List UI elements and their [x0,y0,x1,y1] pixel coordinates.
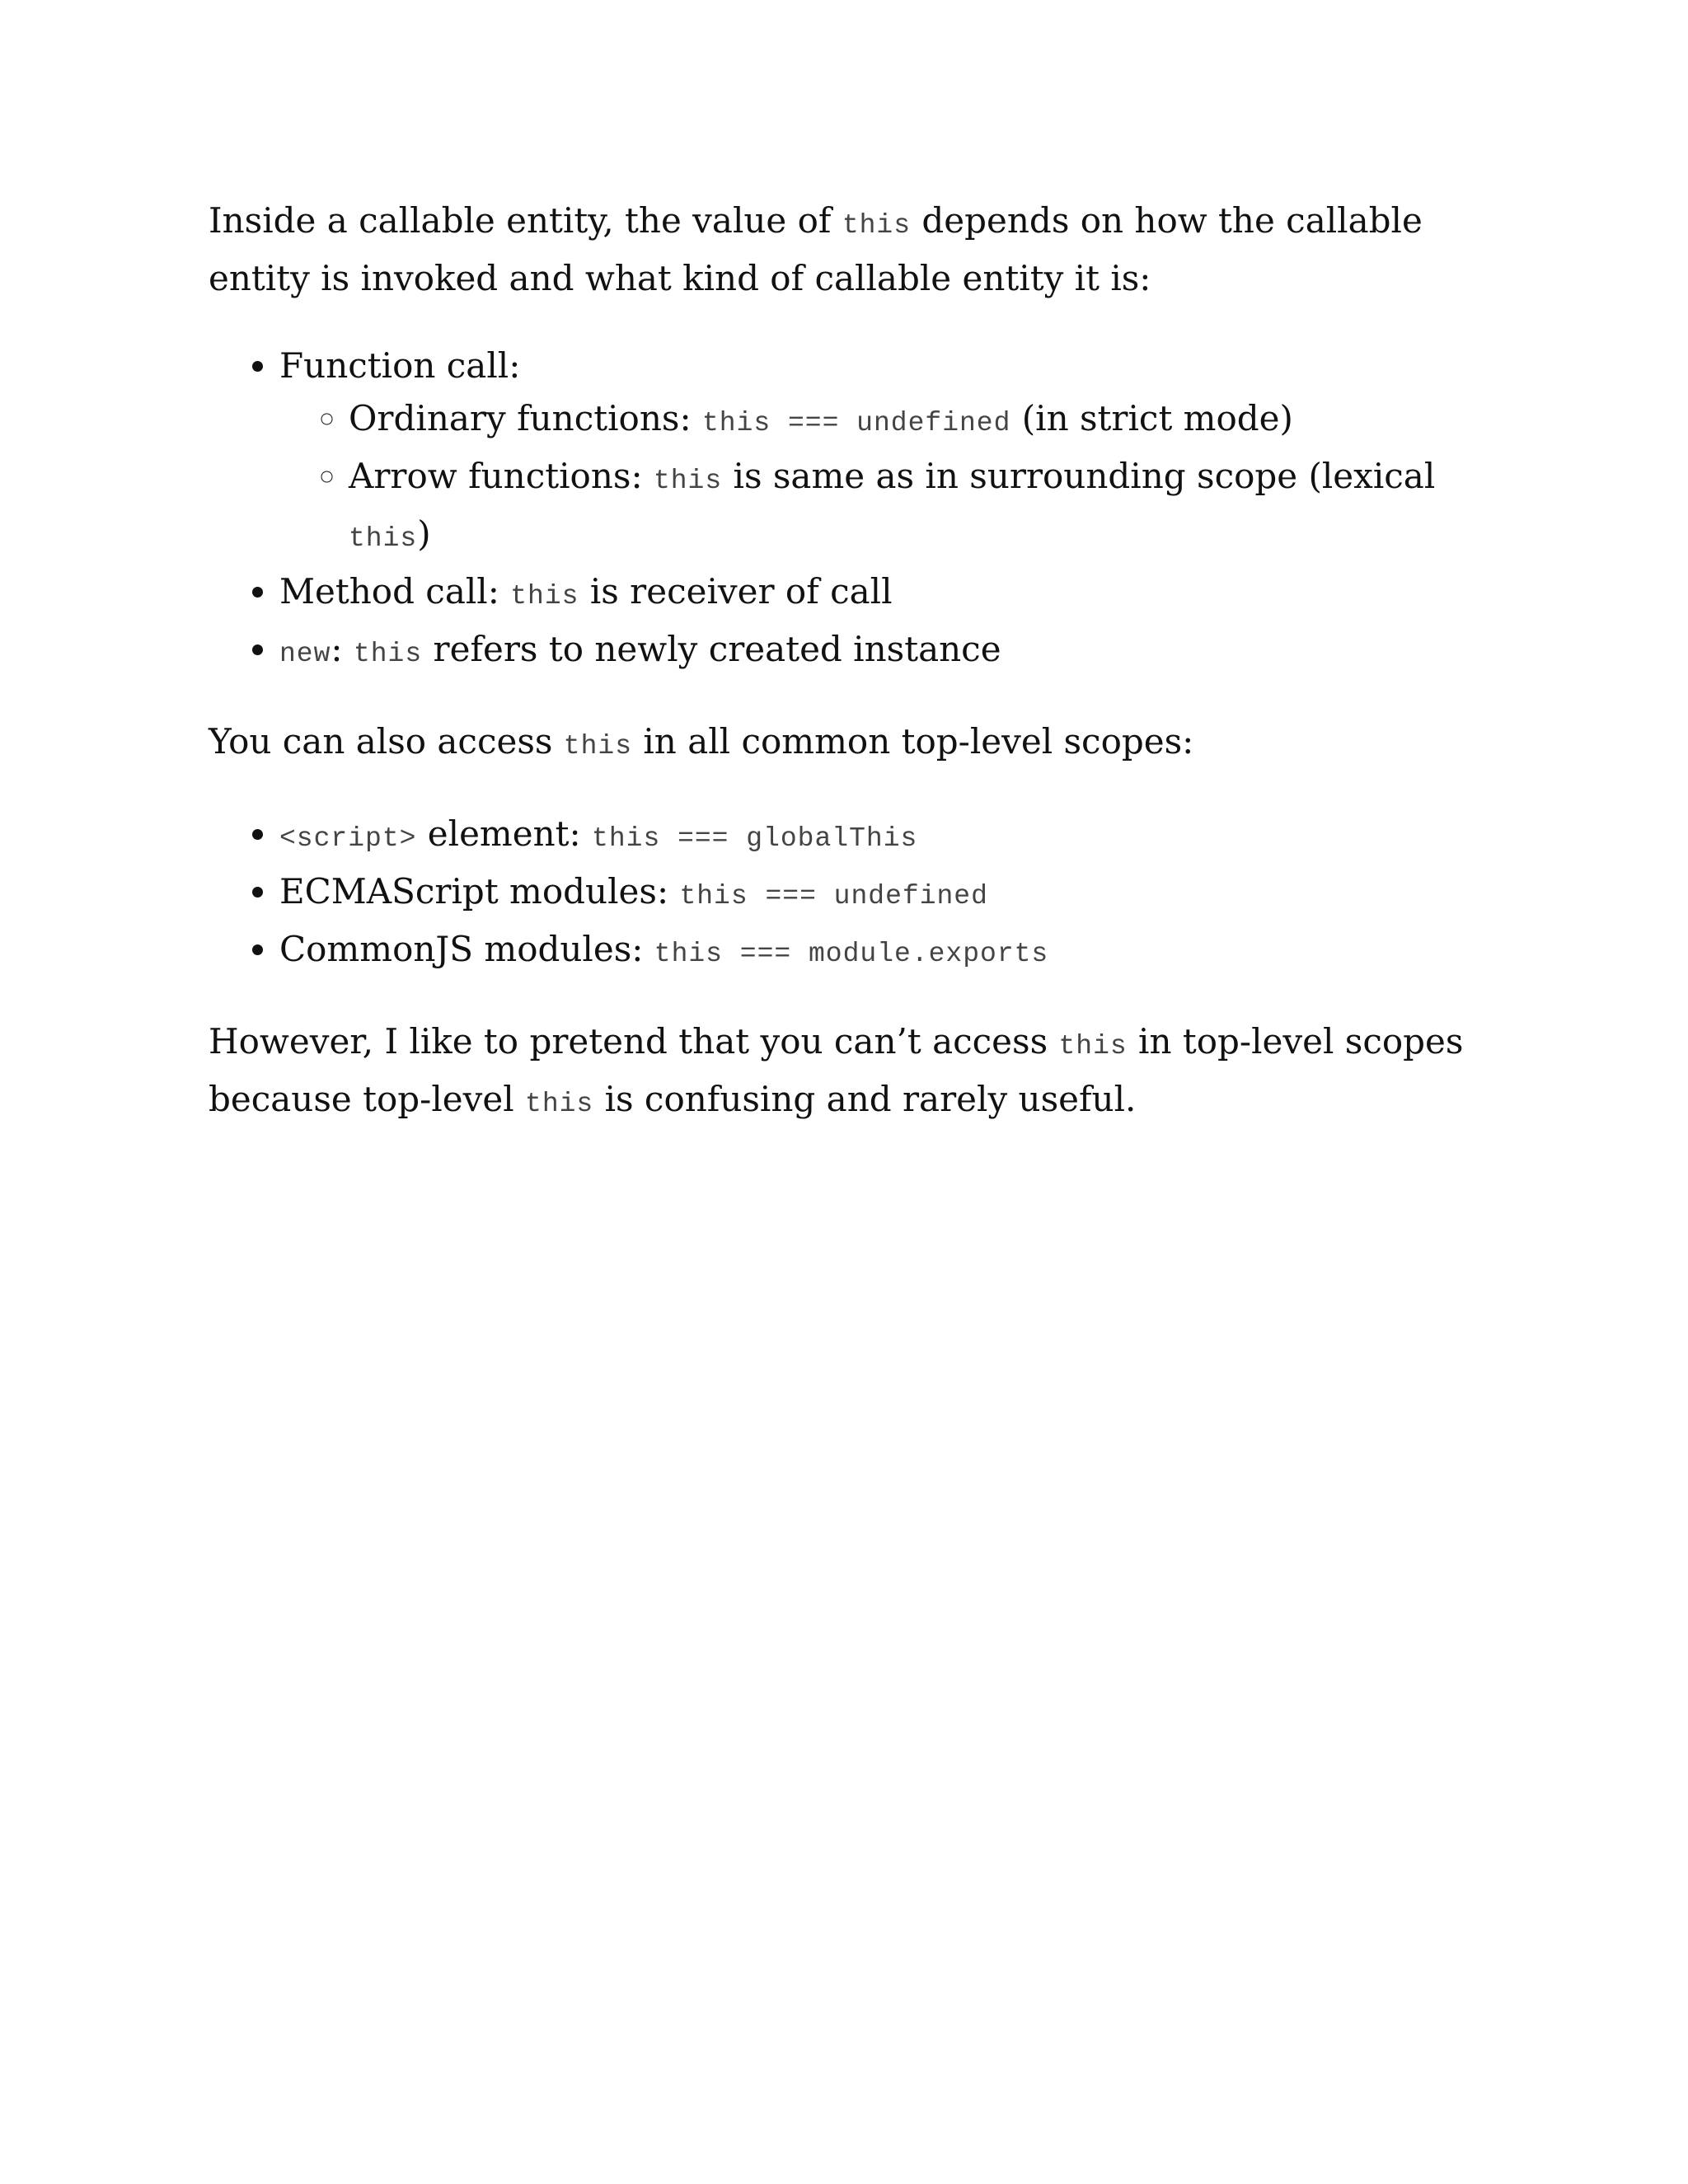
list-item-arrow-functions [349,450,1494,565]
callable-invocation-list [209,340,1494,681]
inline-code: this === globalThis [592,823,918,854]
inline-code: this === undefined [701,408,1011,438]
inline-code: this === undefined [679,881,988,912]
inline-code: <script> [279,823,417,854]
text: Ordinary functions: [349,398,702,438]
text: element: [416,813,593,854]
text: However, I like to pretend that you can’t access [209,1021,1059,1062]
document-page [209,194,1494,1165]
text: refers to newly created instance [422,629,1001,669]
top-level-scopes-list [209,808,1494,981]
closing-paragraph [209,1015,1494,1131]
text: : [331,629,354,669]
text: Function call: [279,345,521,386]
inline-code: this [842,210,912,241]
text: in top-level scopes because top-level [209,1021,1464,1119]
text: is receiver of call [579,571,893,612]
inline-code: this [510,581,579,612]
inline-code: this [349,523,418,554]
text: is same as in surrounding scope (lexical [722,456,1436,496]
inline-code: this [563,731,633,762]
inline-code: this [653,466,723,496]
inline-code: this [353,639,423,669]
text: is confusing and rarely useful. [593,1079,1137,1119]
text: Arrow functions: [349,456,654,496]
function-call-sublist [279,392,1494,565]
text: You can also access [209,721,564,762]
inline-code: this [525,1089,594,1119]
inline-code: this === module.exports [654,939,1049,969]
top-level-paragraph [209,715,1494,773]
list-item-new [279,623,1494,681]
text: Inside a callable entity, the value of [209,200,842,241]
text: in all common top-level scopes: [632,721,1194,762]
inline-code: new [279,639,331,669]
text: CommonJS modules: [279,929,654,969]
list-item-method-call [279,565,1494,623]
list-item-ordinary-functions [349,392,1494,450]
inline-code: this [1058,1031,1128,1062]
text: ) [417,513,431,554]
text: ECMAScript modules: [279,871,680,912]
list-item-function-call [279,340,1494,565]
text: Method call: [279,571,511,612]
text: (in strict mode) [1010,398,1293,438]
list-item-commonjs-modules [279,923,1494,981]
intro-paragraph [209,194,1494,305]
list-item-script-element [279,808,1494,865]
text: depends on how the callable entity is invoked and what kind of callable entity it is: [209,200,1423,298]
list-item-ecmascript-modules [279,865,1494,923]
